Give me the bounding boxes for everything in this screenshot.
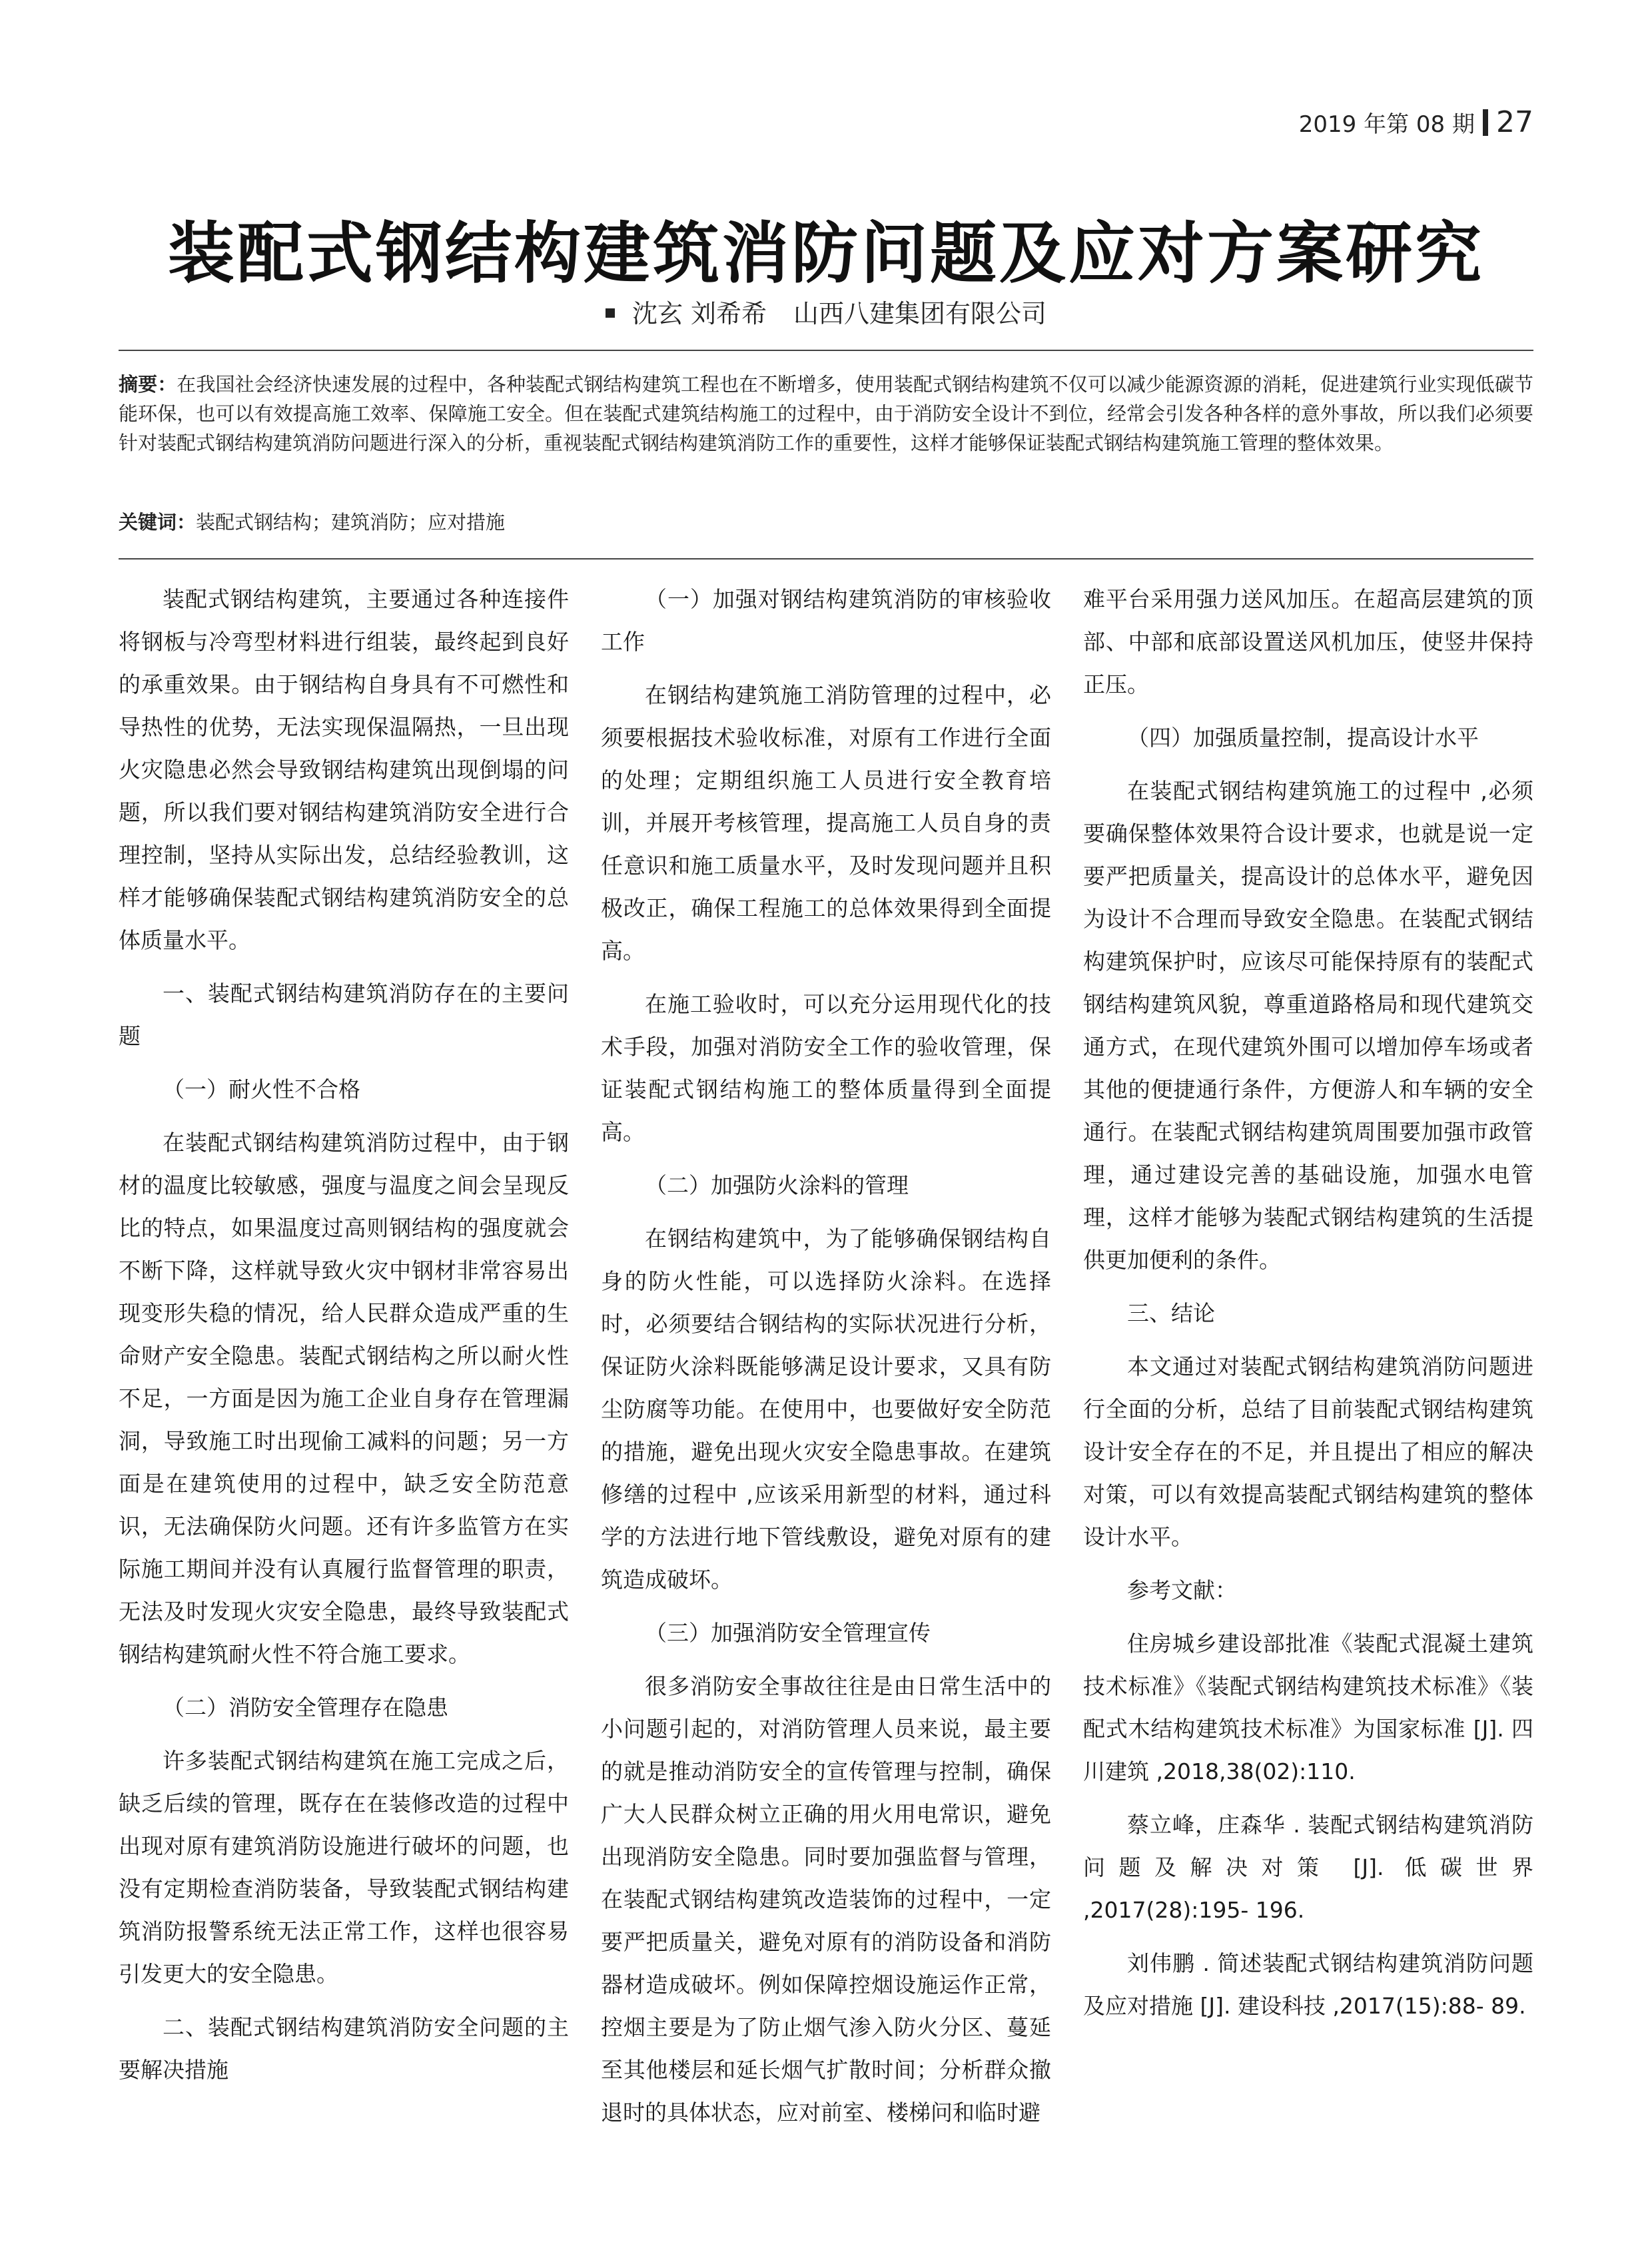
section-heading: 三、结论 [1127, 1300, 1215, 1326]
paragraph: 在装配式钢结构建筑施工的过程中 ,必须要确保整体效果符合设计要求，也就是说一定要严把质量关，提高设计的总体水平，避免因为设计不合理而导致安全隐患。在装配式钢结构建筑保护时，应该尽可能保持原有的装配式钢结构建筑风貌，尊重道路格局和现代建筑交通方式，在现代建筑外围可以增加停车场或者其他的便捷通行条件，方便游人和车辆的安全通行。在装配式钢结构建筑周围要加强市政管理，通过建设完善的基础设施，加强水电管理，这样才能够为装配式钢结构建筑的生活提供更加便利的条件。 [1083, 778, 1533, 1273]
column-middle [601, 578, 1051, 2145]
author-affiliation: 山西八建集团有限公司 [793, 299, 1047, 328]
abstract-text: 在我国社会经济快速发展的过程中，各种装配式钢结构建筑工程也在不断增多，使用装配式钢结构建筑不仅可以减少能源资源的消耗，促进建筑行业实现低碳节能环保，也可以有效提高施工效率、保障施工安全。但在装配式建筑结构施工的过程中，由于消防安全设计不到位，经常会引发各种各样的意外事故，所以我们必须要针对装配式钢结构建筑消防问题进行深入的分析，重视装配式钢结构建筑消防工作的重要性，这样才能够保证装配式钢结构建筑施工管理的整体效果。 [119, 373, 1533, 454]
column-left [119, 578, 569, 2102]
author-names: 沈玄 刘希希 [631, 299, 767, 328]
paragraph: 装配式钢结构建筑，主要通过各种连接件将钢板与冷弯型材料进行组装，最终起到良好的承重效果。由于钢结构自身具有不可燃性和导热性的优势，无法实现保温隔热，一旦出现火灾隐患必然会导致钢结构建筑出现倒塌的问题，所以我们要对钢结构建筑消防安全进行合理控制，坚持从实际出发，总结经验教训，这样才能够确保装配式钢结构建筑消防安全的总体质量水平。 [119, 586, 569, 953]
subsection-heading: （一）加强对钢结构建筑消防的审核验收工作 [601, 586, 1051, 655]
abstract [119, 370, 1533, 458]
references-heading: 参考文献： [1127, 1577, 1237, 1603]
paragraph: 在钢结构建筑施工消防管理的过程中，必须要根据技术验收标准，对原有工作进行全面的处理；定期组织施工人员进行安全教育培训，并展开考核管理，提高施工人员自身的责任意识和施工质量水平，及时发现问题并且积极改正，确保工程施工的总体效果得到全面提高。 [601, 682, 1051, 964]
abstract-label: 摘要： [119, 373, 177, 396]
column-right [1083, 578, 1533, 2038]
paragraph: 许多装配式钢结构建筑在施工完成之后，缺乏后续的管理，既存在在装修改造的过程中出现对原有建筑消防设施进行破坏的问题，也没有定期检查消防装备，导致装配式钢结构建筑消防报警系统无法正常工作，这样也很容易引发更大的安全隐患。 [119, 1748, 569, 1987]
issue-header [1299, 105, 1533, 139]
paragraph: 本文通过对装配式钢结构建筑消防问题进行全面的分析，总结了目前装配式钢结构建筑设计安全存在的不足，并且提出了相应的解决对策，可以有效提高装配式钢结构建筑的整体设计水平。 [1083, 1353, 1533, 1550]
paragraph: 很多消防安全事故往往是由日常生活中的小问题引起的，对消防管理人员来说，最主要的就是推动消防安全的宣传管理与控制，确保广大人民群众树立正确的用火用电常识，避免出现消防安全隐患。同时要加强监督与管理，在装配式钢结构建筑改造装饰的过程中，一定要严把质量关，避免对原有的消防设备和消防器材造成破坏。例如保障控烟设施运作正常，控烟主要是为了防止烟气渗入防火分区、蔓延至其他楼层和延长烟气扩散时间；分析群众撤退时的具体状态，应对前室、楼梯问和临时避 [601, 1673, 1051, 2125]
reference-item: 住房城乡建设部批准《装配式混凝土建筑技术标准》《装配式钢结构建筑技术标准》《装配式木结构建筑技术标准》为国家标准 [J]. 四川建筑 ,2018,38(02):110. [1083, 1631, 1533, 1784]
paragraph: 难平台采用强力送风加压。在超高层建筑的顶部、中部和底部设置送风机加压，使竖井保持正压。 [1083, 586, 1533, 697]
section-heading: 一、装配式钢结构建筑消防存在的主要问题 [119, 980, 569, 1049]
square-bullet-icon [606, 308, 615, 318]
keywords-label: 关键词： [119, 511, 197, 534]
header-bar [1483, 109, 1488, 136]
subsection-heading: （二）消防安全管理存在隐患 [163, 1694, 448, 1720]
keywords-text: 装配式钢结构；建筑消防；应对措施 [196, 511, 506, 534]
subsection-heading: （三）加强消防安全管理宣传 [645, 1620, 931, 1646]
paragraph: 在钢结构建筑中，为了能够确保钢结构自身的防火性能，可以选择防火涂料。在选择时，必须要结合钢结构的实际状况进行分析，保证防火涂料既能够满足设计要求，又具有防尘防腐等功能。在使用中，也要做好安全防范的措施，避免出现火灾安全隐患事故。在建筑修缮的过程中 ,应该采用新型的材料，通过科学的方法进行地下管线敷设，避免对原有的建筑造成破坏。 [601, 1226, 1051, 1593]
reference-item: 刘伟鹏 . 简述装配式钢结构建筑消防问题及应对措施 [J]. 建设科技 ,2017(15):88- 89. [1083, 1950, 1533, 2019]
paragraph: 在装配式钢结构建筑消防过程中，由于钢材的温度比较敏感，强度与温度之间会呈现反比的特点，如果温度过高则钢结构的强度就会不断下降，这样就导致火灾中钢材非常容易出现变形失稳的情况，给人民群众造成严重的生命财产安全隐患。装配式钢结构之所以耐火性不足，一方面是因为施工企业自身存在管理漏洞，导致施工时出现偷工减料的问题；另一方面是在建筑使用的过程中，缺乏安全防范意识，无法确保防火问题。还有许多监管方在实际施工期间并没有认真履行监督管理的职责，无法及时发现火灾安全隐患，最终导致装配式钢结构建筑耐火性不符合施工要求。 [119, 1130, 569, 1667]
subsection-heading: （四）加强质量控制，提高设计水平 [1127, 725, 1479, 751]
issue-label: 2019 年第 08 期 [1298, 111, 1475, 138]
section-heading: 二、装配式钢结构建筑消防安全问题的主要解决措施 [119, 2014, 569, 2083]
page-number: 27 [1496, 105, 1533, 139]
author-line [0, 293, 1652, 330]
abstract-divider [119, 558, 1533, 560]
keywords [119, 508, 1533, 535]
paragraph: 在施工验收时，可以充分运用现代化的技术手段，加强对消防安全工作的验收管理，保证装配式钢结构施工的整体质量得到全面提高。 [601, 991, 1051, 1145]
subsection-heading: （二）加强防火涂料的管理 [645, 1172, 909, 1198]
top-divider [119, 350, 1533, 351]
subsection-heading: （一）耐火性不合格 [163, 1076, 360, 1102]
article-title: 装配式钢结构建筑消防问题及应对方案研究 [168, 214, 1484, 292]
reference-item: 蔡立峰，庄森华 . 装配式钢结构建筑消防问题及解决对策 [J]. 低碳世界 ,2017(28):195- 196. [1083, 1812, 1533, 1923]
